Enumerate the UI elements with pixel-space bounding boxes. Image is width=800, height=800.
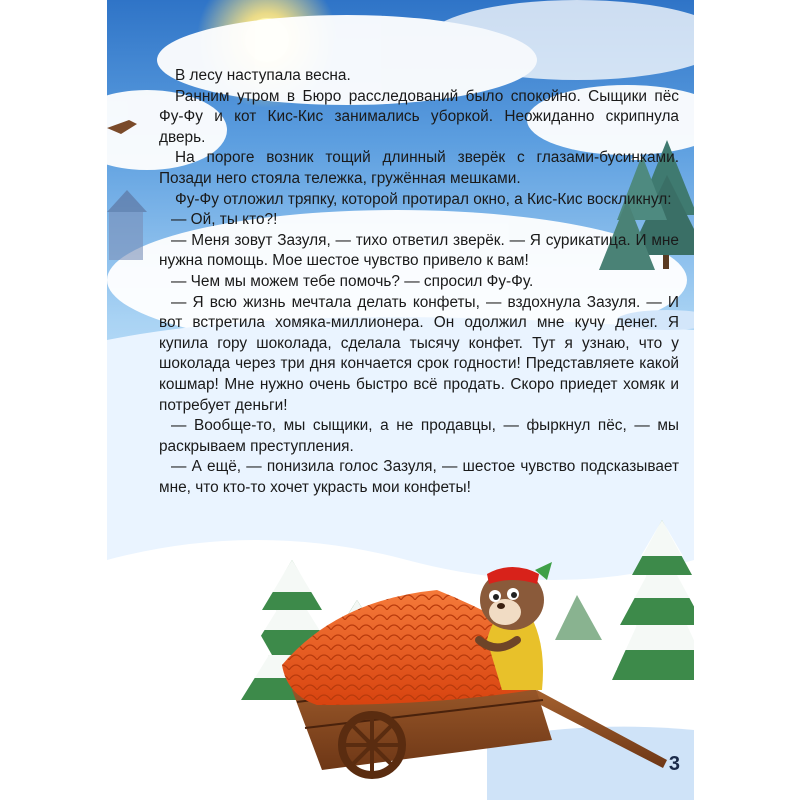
paragraph: — А ещё, — понизила голос Зазуля, — шестое чувство подсказывает мне, что кто-то хочет украсть мои конфеты! xyxy=(159,458,679,496)
book-page xyxy=(107,0,694,800)
house xyxy=(107,190,147,260)
paragraph: В лесу наступала весна. xyxy=(175,67,351,84)
paragraph: — Я всю жизнь мечтала делать конфеты, — вздохнула Зазуля. — И вот встретила хомяка-миллионера. Он одолжил мне кучу денег. Я купила гору шоколада, сделала тысячу конфет. Тут я узнаю, что у шоколада через три дня кончается срок годности! Представляете какой кошмар! Мне нужно очень быстро всё продать. Скоро приедет хомяк и потребует деньги! xyxy=(159,293,679,414)
wheel xyxy=(342,715,402,775)
paragraph: — Меня зовут Зазуля, — тихо ответил зверёк. — Я сурикатица. И мне нужна помощь. Мое шестое чувство привело к вам! xyxy=(159,231,679,270)
paragraph: — Вообще-то, мы сыщики, а не продавцы, — фыркнул пёс, — мы раскрываем преступления. xyxy=(159,417,679,455)
paragraph: Фу-Фу отложил тряпку, которой протирал окно, а Кис-Кис воскликнул: xyxy=(175,190,672,208)
story-text xyxy=(159,66,679,498)
page-number: 3 xyxy=(668,753,680,775)
paragraph: — Чем мы можем тебе помочь? — спросил Фу-Фу. xyxy=(171,272,534,290)
paragraph: Ранним утром в Бюро расследований было спокойно. Сыщики пёс Фу-Фу и кот Кис-Кис занимались уборкой. Неожиданно скрипнула дверь. xyxy=(159,87,679,146)
paragraph: На пороге возник тощий длинный зверёк с глазами-бусинками. Позади него стояла тележка, гружённая мешками. xyxy=(159,149,679,187)
paragraph: — Ой, ты кто?! xyxy=(171,211,278,229)
